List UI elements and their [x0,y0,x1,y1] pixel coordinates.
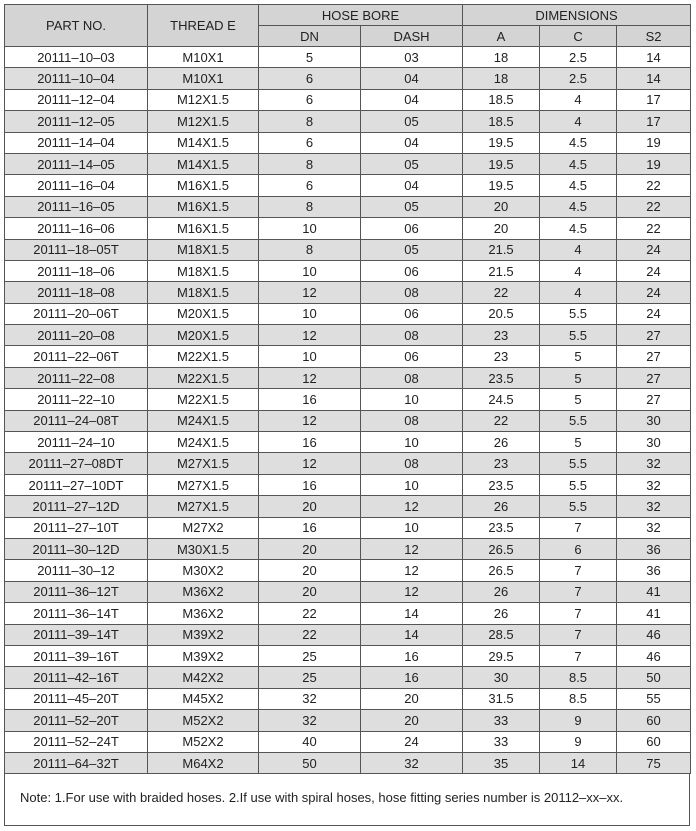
cell-thread: M39X2 [148,624,259,645]
cell-dash: 06 [361,218,463,239]
cell-s2: 17 [617,111,691,132]
cell-thread: M64X2 [148,752,259,773]
cell-part-no: 20111–27–08DT [5,453,148,474]
cell-c: 5 [540,432,617,453]
cell-dn: 6 [259,175,361,196]
cell-dn: 40 [259,731,361,752]
cell-c: 5.5 [540,303,617,324]
cell-a: 26.5 [463,560,540,581]
cell-dn: 6 [259,68,361,89]
cell-thread: M16X1.5 [148,218,259,239]
cell-a: 20 [463,196,540,217]
cell-thread: M10X1 [148,47,259,68]
cell-dn: 16 [259,389,361,410]
cell-c: 8.5 [540,667,617,688]
table-row [5,538,691,559]
table-row [5,731,691,752]
cell-dn: 16 [259,432,361,453]
cell-dash: 06 [361,260,463,281]
cell-dash: 14 [361,624,463,645]
cell-s2: 36 [617,560,691,581]
cell-part-no: 20111–45–20T [5,688,148,709]
table-body [5,47,691,774]
cell-part-no: 20111–22–08 [5,367,148,388]
cell-thread: M36X2 [148,581,259,602]
cell-thread: M18X1.5 [148,260,259,281]
table-row [5,710,691,731]
cell-dn: 20 [259,496,361,517]
cell-a: 21.5 [463,239,540,260]
cell-thread: M27X2 [148,517,259,538]
cell-s2: 14 [617,47,691,68]
cell-c: 5 [540,367,617,388]
table-row [5,367,691,388]
cell-dn: 12 [259,367,361,388]
cell-a: 23 [463,453,540,474]
header-hose-bore: HOSE BORE [259,5,463,26]
cell-a: 23 [463,346,540,367]
cell-dash: 06 [361,346,463,367]
cell-a: 30 [463,667,540,688]
cell-a: 20 [463,218,540,239]
cell-dash: 24 [361,731,463,752]
cell-s2: 17 [617,89,691,110]
cell-dash: 04 [361,175,463,196]
cell-c: 2.5 [540,68,617,89]
cell-dn: 20 [259,581,361,602]
cell-c: 7 [540,645,617,666]
cell-part-no: 20111–24–08T [5,410,148,431]
cell-thread: M52X2 [148,731,259,752]
table-row [5,389,691,410]
header-dimensions: DIMENSIONS [463,5,691,26]
cell-dn: 20 [259,538,361,559]
cell-s2: 55 [617,688,691,709]
cell-s2: 32 [617,453,691,474]
cell-thread: M30X1.5 [148,538,259,559]
cell-thread: M14X1.5 [148,132,259,153]
table-row [5,303,691,324]
cell-c: 8.5 [540,688,617,709]
table-row [5,282,691,303]
header-s2: S2 [617,26,691,47]
cell-s2: 19 [617,153,691,174]
cell-dash: 05 [361,153,463,174]
cell-part-no: 20111–52–20T [5,710,148,731]
cell-a: 35 [463,752,540,773]
cell-s2: 22 [617,196,691,217]
cell-c: 5.5 [540,325,617,346]
table-row [5,603,691,624]
cell-dash: 05 [361,239,463,260]
cell-s2: 30 [617,432,691,453]
cell-dn: 8 [259,111,361,132]
cell-c: 2.5 [540,47,617,68]
cell-a: 23.5 [463,367,540,388]
cell-a: 31.5 [463,688,540,709]
cell-dash: 04 [361,89,463,110]
cell-thread: M36X2 [148,603,259,624]
cell-part-no: 20111–36–14T [5,603,148,624]
cell-dash: 16 [361,667,463,688]
cell-thread: M12X1.5 [148,89,259,110]
cell-part-no: 20111–20–06T [5,303,148,324]
cell-s2: 27 [617,367,691,388]
cell-s2: 50 [617,667,691,688]
cell-c: 7 [540,517,617,538]
cell-dn: 8 [259,196,361,217]
cell-part-no: 20111–22–10 [5,389,148,410]
cell-thread: M27X1.5 [148,474,259,495]
cell-s2: 46 [617,645,691,666]
table-row [5,175,691,196]
table-row [5,111,691,132]
cell-thread: M14X1.5 [148,153,259,174]
table-row [5,581,691,602]
cell-a: 33 [463,710,540,731]
cell-dn: 12 [259,282,361,303]
cell-dash: 05 [361,196,463,217]
cell-part-no: 20111–18–06 [5,260,148,281]
table-row [5,496,691,517]
cell-c: 4 [540,111,617,132]
cell-s2: 22 [617,218,691,239]
cell-s2: 24 [617,239,691,260]
table-row [5,624,691,645]
cell-c: 5.5 [540,474,617,495]
cell-s2: 30 [617,410,691,431]
cell-a: 21.5 [463,260,540,281]
cell-dn: 10 [259,303,361,324]
cell-dn: 16 [259,474,361,495]
cell-part-no: 20111–39–16T [5,645,148,666]
cell-thread: M27X1.5 [148,496,259,517]
cell-dn: 16 [259,517,361,538]
header-thread: THREAD E [148,5,259,47]
cell-dash: 10 [361,432,463,453]
cell-a: 26 [463,603,540,624]
cell-thread: M12X1.5 [148,111,259,132]
cell-s2: 24 [617,282,691,303]
cell-a: 23.5 [463,474,540,495]
cell-a: 24.5 [463,389,540,410]
cell-dn: 25 [259,645,361,666]
cell-dash: 10 [361,474,463,495]
cell-part-no: 20111–16–06 [5,218,148,239]
cell-c: 5.5 [540,410,617,431]
cell-thread: M39X2 [148,645,259,666]
cell-dn: 8 [259,239,361,260]
cell-part-no: 20111–52–24T [5,731,148,752]
cell-thread: M45X2 [148,688,259,709]
cell-thread: M18X1.5 [148,239,259,260]
cell-dn: 8 [259,153,361,174]
cell-thread: M27X1.5 [148,453,259,474]
cell-s2: 24 [617,260,691,281]
table-row [5,153,691,174]
cell-dn: 22 [259,603,361,624]
cell-s2: 75 [617,752,691,773]
table-row [5,346,691,367]
cell-dash: 04 [361,68,463,89]
cell-c: 5 [540,346,617,367]
cell-c: 14 [540,752,617,773]
table-row [5,68,691,89]
table-row [5,432,691,453]
cell-c: 4.5 [540,153,617,174]
cell-dash: 12 [361,538,463,559]
cell-s2: 14 [617,68,691,89]
cell-part-no: 20111–39–14T [5,624,148,645]
table-row [5,688,691,709]
cell-thread: M24X1.5 [148,410,259,431]
cell-dash: 16 [361,645,463,666]
table-row [5,260,691,281]
cell-dn: 20 [259,560,361,581]
cell-dash: 20 [361,710,463,731]
cell-a: 28.5 [463,624,540,645]
cell-a: 18 [463,47,540,68]
cell-dash: 03 [361,47,463,68]
cell-s2: 32 [617,517,691,538]
cell-dash: 08 [361,282,463,303]
header-dn: DN [259,26,361,47]
cell-dn: 12 [259,325,361,346]
cell-c: 4.5 [540,132,617,153]
cell-c: 4.5 [540,218,617,239]
table-row [5,47,691,68]
cell-part-no: 20111–18–08 [5,282,148,303]
cell-c: 7 [540,560,617,581]
table-row [5,560,691,581]
cell-part-no: 20111–16–04 [5,175,148,196]
header-part-no: PART NO. [5,5,148,47]
cell-c: 4 [540,282,617,303]
cell-part-no: 20111–12–04 [5,89,148,110]
table-row [5,218,691,239]
cell-a: 26 [463,432,540,453]
cell-dash: 12 [361,581,463,602]
cell-part-no: 20111–27–10DT [5,474,148,495]
cell-a: 19.5 [463,175,540,196]
cell-dn: 12 [259,410,361,431]
cell-s2: 41 [617,603,691,624]
cell-c: 9 [540,710,617,731]
table-row [5,474,691,495]
cell-dash: 12 [361,560,463,581]
cell-dash: 04 [361,132,463,153]
cell-thread: M22X1.5 [148,367,259,388]
cell-dn: 32 [259,710,361,731]
cell-s2: 60 [617,731,691,752]
cell-dn: 10 [259,260,361,281]
cell-part-no: 20111–20–08 [5,325,148,346]
cell-a: 26.5 [463,538,540,559]
cell-c: 5 [540,389,617,410]
cell-s2: 27 [617,389,691,410]
table-row [5,196,691,217]
cell-s2: 24 [617,303,691,324]
cell-s2: 27 [617,325,691,346]
cell-dn: 10 [259,346,361,367]
cell-dn: 25 [259,667,361,688]
table-row [5,132,691,153]
table-row [5,453,691,474]
cell-c: 9 [540,731,617,752]
cell-c: 5.5 [540,453,617,474]
table-row [5,239,691,260]
cell-dash: 08 [361,410,463,431]
cell-part-no: 20111–30–12 [5,560,148,581]
cell-c: 7 [540,603,617,624]
cell-a: 19.5 [463,132,540,153]
cell-dash: 10 [361,389,463,410]
cell-c: 4 [540,239,617,260]
cell-part-no: 20111–14–04 [5,132,148,153]
table-row [5,89,691,110]
cell-part-no: 20111–10–04 [5,68,148,89]
cell-s2: 32 [617,474,691,495]
cell-a: 19.5 [463,153,540,174]
cell-dn: 6 [259,89,361,110]
header-a: A [463,26,540,47]
cell-thread: M22X1.5 [148,346,259,367]
cell-s2: 22 [617,175,691,196]
cell-s2: 32 [617,496,691,517]
cell-s2: 60 [617,710,691,731]
cell-part-no: 20111–10–03 [5,47,148,68]
table-row [5,325,691,346]
spec-table [4,4,691,774]
cell-a: 22 [463,282,540,303]
cell-part-no: 20111–18–05T [5,239,148,260]
cell-dash: 14 [361,603,463,624]
cell-dn: 12 [259,453,361,474]
header-dash: DASH [361,26,463,47]
cell-part-no: 20111–16–05 [5,196,148,217]
cell-thread: M22X1.5 [148,389,259,410]
cell-a: 22 [463,410,540,431]
cell-c: 4.5 [540,196,617,217]
cell-dn: 5 [259,47,361,68]
table-row [5,517,691,538]
cell-thread: M24X1.5 [148,432,259,453]
cell-dash: 08 [361,325,463,346]
cell-a: 33 [463,731,540,752]
cell-thread: M10X1 [148,68,259,89]
cell-thread: M52X2 [148,710,259,731]
cell-s2: 27 [617,346,691,367]
cell-dn: 10 [259,218,361,239]
cell-thread: M30X2 [148,560,259,581]
cell-c: 7 [540,624,617,645]
cell-dn: 22 [259,624,361,645]
cell-part-no: 20111–42–16T [5,667,148,688]
cell-a: 18 [463,68,540,89]
cell-thread: M16X1.5 [148,175,259,196]
cell-dash: 08 [361,367,463,388]
cell-a: 29.5 [463,645,540,666]
cell-thread: M20X1.5 [148,303,259,324]
cell-dash: 12 [361,496,463,517]
cell-a: 23.5 [463,517,540,538]
cell-dash: 06 [361,303,463,324]
cell-a: 23 [463,325,540,346]
cell-a: 26 [463,581,540,602]
cell-thread: M20X1.5 [148,325,259,346]
cell-a: 18.5 [463,89,540,110]
header-c: C [540,26,617,47]
cell-s2: 41 [617,581,691,602]
table-row [5,645,691,666]
cell-dn: 6 [259,132,361,153]
cell-a: 26 [463,496,540,517]
cell-dash: 10 [361,517,463,538]
cell-thread: M18X1.5 [148,282,259,303]
cell-part-no: 20111–12–05 [5,111,148,132]
cell-dn: 32 [259,688,361,709]
cell-part-no: 20111–22–06T [5,346,148,367]
cell-c: 5.5 [540,496,617,517]
cell-c: 7 [540,581,617,602]
cell-a: 20.5 [463,303,540,324]
cell-c: 4 [540,89,617,110]
cell-a: 18.5 [463,111,540,132]
table-row [5,752,691,773]
cell-s2: 46 [617,624,691,645]
cell-part-no: 20111–64–32T [5,752,148,773]
cell-c: 4 [540,260,617,281]
cell-part-no: 20111–36–12T [5,581,148,602]
table-row [5,667,691,688]
cell-dn: 50 [259,752,361,773]
cell-s2: 36 [617,538,691,559]
cell-part-no: 20111–27–12D [5,496,148,517]
cell-thread: M16X1.5 [148,196,259,217]
cell-dash: 20 [361,688,463,709]
table-note: Note: 1.For use with braided hoses. 2.If use with spiral hoses, hose fitting series number is 20112–xx–xx. [20,790,624,805]
cell-part-no: 20111–30–12D [5,538,148,559]
cell-part-no: 20111–24–10 [5,432,148,453]
cell-dash: 08 [361,453,463,474]
cell-c: 4.5 [540,175,617,196]
cell-dash: 32 [361,752,463,773]
cell-c: 6 [540,538,617,559]
cell-part-no: 20111–27–10T [5,517,148,538]
cell-part-no: 20111–14–05 [5,153,148,174]
cell-thread: M42X2 [148,667,259,688]
cell-s2: 19 [617,132,691,153]
cell-dash: 05 [361,111,463,132]
table-row [5,410,691,431]
